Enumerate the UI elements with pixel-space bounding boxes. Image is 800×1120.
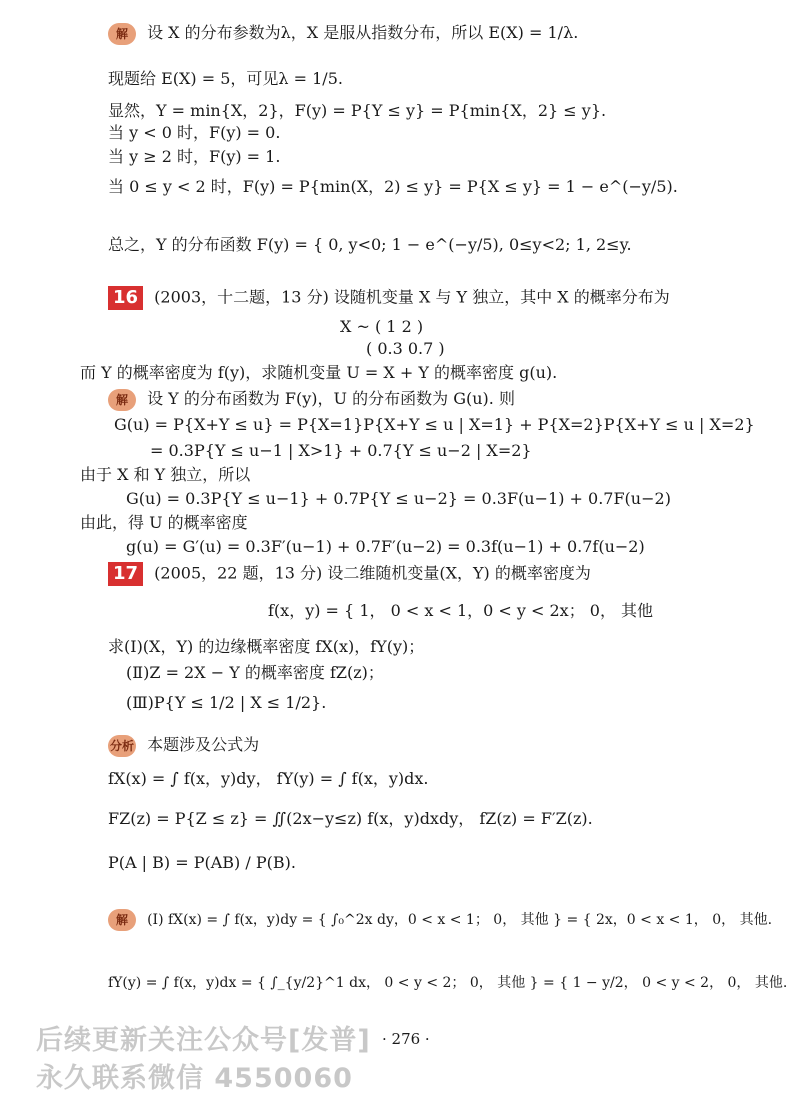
problem-number: 17 (108, 562, 143, 586)
text-line: 由此，得 U 的概率密度 (80, 513, 248, 532)
text-line: 由于 X 和 Y 独立，所以 (80, 465, 251, 484)
text: (2005，22 题，13 分) 设二维随机变量(X，Y) 的概率密度为 (154, 563, 591, 583)
solution-badge: 解 (108, 389, 136, 411)
math-line: P(A | B) = P(AB) / P(B). (108, 853, 296, 872)
distribution-bottom: ( 0.3 0.7 ) (366, 339, 445, 358)
page-number: · 276 · (382, 1030, 430, 1048)
text-line: (Ⅲ)P{Y ≤ 1/2 | X ≤ 1/2}. (126, 693, 327, 712)
text-line: 总之，Y 的分布函数 F(y) = { 0, y<0; 1 − e^(−y/5), 0≤y<2; 1, 2≤y. (108, 235, 632, 254)
solution-line (108, 22, 578, 45)
problem-number: 16 (108, 286, 143, 310)
text: 设 X 的分布参数为λ，X 是服从指数分布，所以 E(X) = 1/λ. (147, 23, 579, 42)
distribution-top: X ~ ( 1 2 ) (340, 317, 424, 336)
analysis-line (108, 734, 259, 757)
solution-line (108, 908, 772, 931)
text-line: 显然，Y = min{X，2}，F(y) = P{Y ≤ y} = P{min{X，2} ≤ y}. (108, 101, 607, 120)
text-line: 当 0 ≤ y < 2 时，F(y) = P{min(X，2) ≤ y} = P{X ≤ y} = 1 − e^(−y/5). (108, 177, 678, 196)
analysis-badge: 分析 (108, 735, 136, 757)
text-line: 而 Y 的概率密度为 f(y)，求随机变量 U = X + Y 的概率密度 g(u). (80, 363, 558, 382)
math-line: = 0.3P{Y ≤ u−1 | X>1} + 0.7{Y ≤ u−2 | X=2} (150, 441, 532, 460)
watermark-line-2: 永久联系微信 4550060 (36, 1063, 353, 1094)
text-line: 当 y < 0 时，F(y) = 0. (108, 123, 281, 142)
text: (2003，十二题，13 分) 设随机变量 X 与 Y 独立，其中 X 的概率分布为 (154, 287, 670, 307)
text: (Ⅰ) fX(x) = ∫ f(x，y)dy = { ∫₀^2x dy，0 < x < 1； 0， 其他 } = { 2x，0 < x < 1， 0， 其他. (147, 912, 773, 928)
solution-badge: 解 (108, 909, 136, 931)
watermark-line-1: 后续更新关注公众号[发普] (36, 1025, 371, 1056)
text-line: 求(Ⅰ)(X，Y) 的边缘概率密度 fX(x)，fY(y)； (108, 637, 425, 656)
solution-badge: 解 (108, 23, 136, 45)
text: 本题涉及公式为 (147, 735, 260, 754)
text-line: 当 y ≥ 2 时，F(y) = 1. (108, 147, 281, 166)
solution-line (108, 388, 515, 411)
math-line: g(u) = G′(u) = 0.3F′(u−1) + 0.7F′(u−2) = 0.3f(u−1) + 0.7f(u−2) (126, 537, 645, 556)
density-formula: f(x，y) = { 1， 0 < x < 1，0 < y < 2x； 0， 其他 (268, 601, 654, 620)
math-line: fY(y) = ∫ f(x，y)dx = { ∫_{y/2}^1 dx， 0 < y < 2； 0， 其他 } = { 1 − y/2， 0 < y < 2， 0， 其他. (108, 975, 788, 991)
text-line: 现题给 E(X) = 5，可见λ = 1/5. (108, 69, 343, 88)
math-line: G(u) = P{X+Y ≤ u} = P{X=1}P{X+Y ≤ u | X=1} + P{X=2}P{X+Y ≤ u | X=2} (114, 415, 755, 434)
math-line: G(u) = 0.3P{Y ≤ u−1} + 0.7P{Y ≤ u−2} = 0.3F(u−1) + 0.7F(u−2) (126, 489, 671, 508)
problem-16-header (108, 286, 670, 310)
math-line: fX(x) = ∫ f(x，y)dy， fY(y) = ∫ f(x，y)dx. (108, 769, 429, 788)
math-line: FZ(z) = P{Z ≤ z} = ∬(2x−y≤z) f(x，y)dxdy， fZ(z) = F′Z(z). (108, 809, 593, 828)
problem-17-header (108, 562, 591, 586)
text: 设 Y 的分布函数为 F(y)，U 的分布函数为 G(u). 则 (147, 389, 515, 408)
text-line: (Ⅱ)Z = 2X − Y 的概率密度 fZ(z)； (126, 663, 384, 682)
